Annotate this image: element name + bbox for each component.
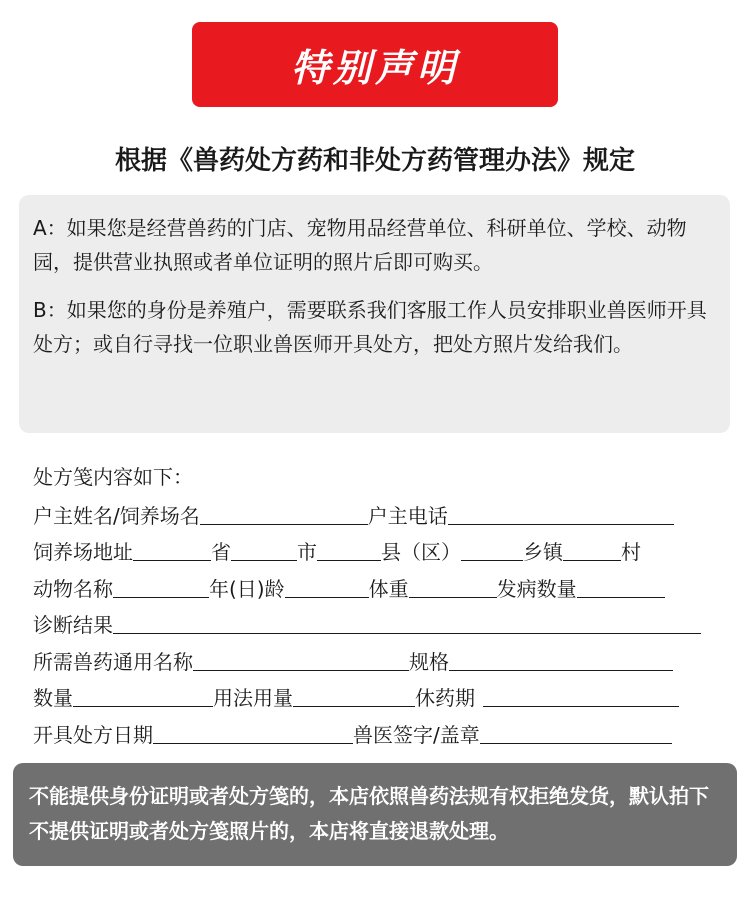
form-row-diagnosis: [33, 604, 723, 641]
form-row-address: [33, 531, 723, 568]
withdrawal-label: 休药期: [415, 686, 475, 710]
quantity-label: 数量: [33, 686, 73, 710]
quantity-blank: [73, 705, 213, 707]
owner-name-blank: [200, 523, 368, 525]
county-blank: [317, 559, 381, 561]
province-blank: [133, 559, 211, 561]
form-row-dosage: [33, 677, 723, 714]
condition-b: B：如果您的身份是养殖户，需要联系我们客服工作人员安排职业兽医师开具处方；或自行寻找一位职业兽医师开具处方，把处方照片发给我们。: [33, 298, 707, 356]
town-blank: [461, 559, 523, 561]
prescription-form: [33, 460, 723, 750]
title-banner: [192, 22, 558, 107]
spec-label: 规格: [409, 649, 449, 674]
village-label: 村: [621, 540, 641, 564]
owner-phone-label: 户主电话: [367, 503, 448, 528]
diagnosis-label: 诊断结果: [33, 613, 113, 637]
date-blank: [153, 742, 353, 744]
owner-name-label: 户主姓名/饲养场名: [33, 503, 200, 528]
sick-count-blank: [577, 596, 665, 598]
province-label: 省: [211, 540, 231, 564]
diagnosis-blank: [113, 632, 701, 634]
drug-name-label: 所需兽药通用名称: [33, 649, 193, 674]
form-row-drug: [33, 640, 723, 677]
owner-phone-blank: [448, 523, 674, 525]
sick-count-label: 发病数量: [496, 576, 577, 601]
farm-address-label: 饲养场地址: [33, 540, 133, 564]
city-label: 市: [297, 540, 317, 564]
weight-label: 体重: [368, 576, 409, 601]
form-row-animal: [33, 567, 723, 604]
weight-blank: [409, 596, 497, 598]
form-intro: 处方笺内容如下：: [33, 465, 193, 489]
withdrawal-blank: [483, 705, 679, 707]
vet-sign-label: 兽医签字/盖章: [353, 722, 480, 747]
town-label: 乡镇: [523, 540, 563, 564]
drug-name-blank: [193, 669, 409, 671]
age-label: 年(日)龄: [209, 576, 285, 601]
form-row-owner: [33, 494, 723, 531]
spec-blank: [449, 669, 673, 671]
form-row-signature: [33, 713, 723, 750]
usage-label: 用法用量: [213, 686, 293, 710]
usage-blank: [293, 705, 415, 707]
city-blank: [231, 559, 297, 561]
animal-name-blank: [113, 596, 209, 598]
refund-notice-text: 不能提供身份证明或者处方笺的，本店依照兽药法规有权拒绝发货，默认拍下不提供证明或者处方笺照片的，本店将直接退款处理。: [29, 784, 709, 843]
banner-title: 特别声明: [290, 46, 459, 90]
village-blank: [563, 559, 621, 561]
county-label: 县（区）: [381, 540, 461, 564]
purchase-conditions-box: [19, 195, 730, 433]
animal-name-label: 动物名称: [33, 576, 113, 601]
date-label: 开具处方日期: [33, 722, 153, 747]
age-blank: [285, 596, 369, 598]
regulation-subtitle: 根据《兽药处方药和非处方药管理办法》规定: [114, 146, 635, 176]
condition-a: A：如果您是经营兽药的门店、宠物用品经营单位、科研单位、学校、动物园，提供营业执照或者单位证明的照片后即可购买。: [33, 216, 687, 274]
vet-sign-blank: [480, 742, 672, 744]
refund-notice-box: [13, 763, 737, 866]
